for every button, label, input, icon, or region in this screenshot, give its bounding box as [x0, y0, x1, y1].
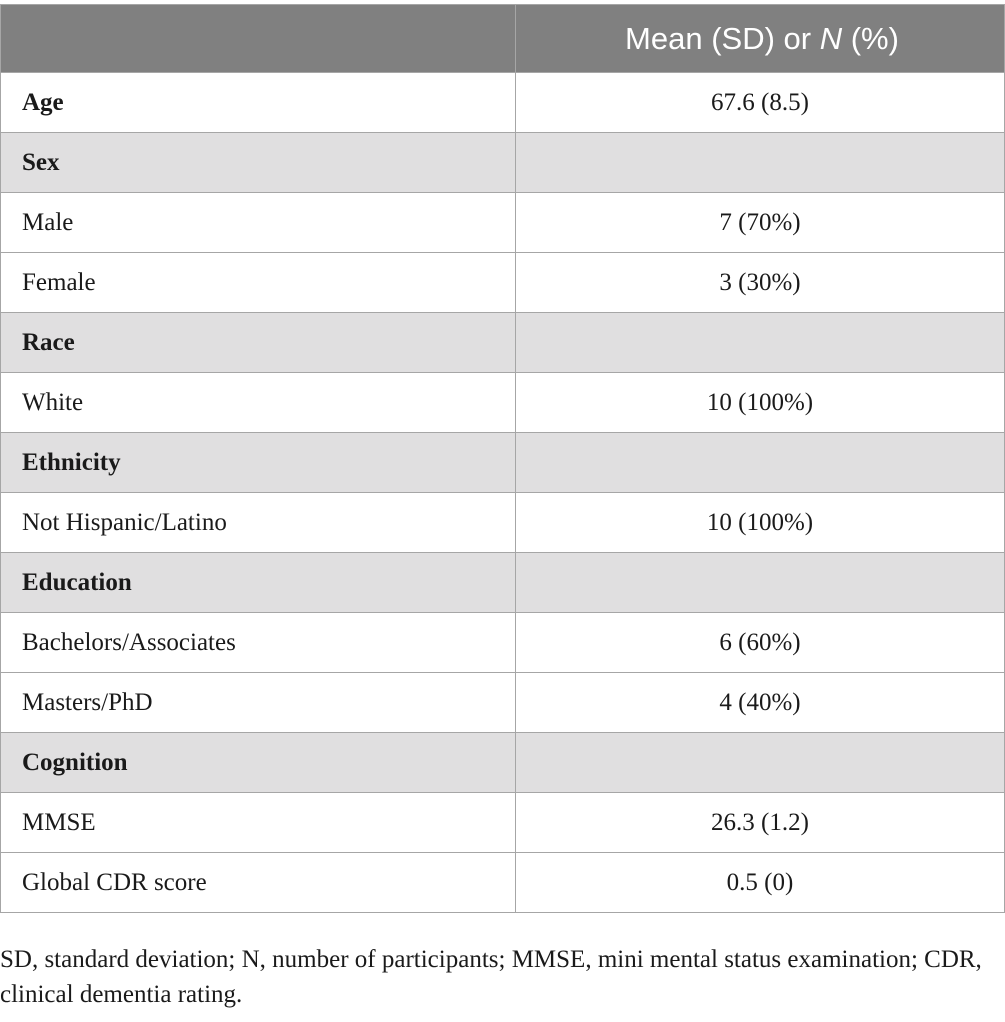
row-value	[516, 433, 1005, 493]
table-row	[1, 613, 1005, 673]
row-value: 6 (60%)	[516, 613, 1005, 673]
row-label: Age	[1, 73, 516, 133]
row-value: 7 (70%)	[516, 193, 1005, 253]
header-text-suffix: (%)	[842, 20, 899, 56]
table-row	[1, 373, 1005, 433]
row-value	[516, 133, 1005, 193]
row-value: 67.6 (8.5)	[516, 73, 1005, 133]
header-row	[1, 5, 1005, 73]
row-label: White	[1, 373, 516, 433]
row-value	[516, 313, 1005, 373]
row-value: 26.3 (1.2)	[516, 793, 1005, 853]
row-label: Masters/PhD	[1, 673, 516, 733]
row-label: Bachelors/Associates	[1, 613, 516, 673]
row-value	[516, 733, 1005, 793]
row-value	[516, 553, 1005, 613]
table-header	[1, 5, 1005, 73]
section-header-row	[1, 133, 1005, 193]
demographics-table	[0, 4, 1005, 913]
row-label: Sex	[1, 133, 516, 193]
header-cell-empty	[1, 5, 516, 73]
table-body	[1, 73, 1005, 913]
row-value: 10 (100%)	[516, 373, 1005, 433]
header-cell-statistic	[516, 5, 1005, 73]
row-label: Race	[1, 313, 516, 373]
table-row	[1, 853, 1005, 913]
row-label: Not Hispanic/Latino	[1, 493, 516, 553]
row-value: 0.5 (0)	[516, 853, 1005, 913]
section-header-row	[1, 733, 1005, 793]
header-text-italic-n: N	[819, 20, 843, 56]
table-row	[1, 193, 1005, 253]
row-value: 10 (100%)	[516, 493, 1005, 553]
table-row	[1, 253, 1005, 313]
row-label: Female	[1, 253, 516, 313]
row-value: 3 (30%)	[516, 253, 1005, 313]
row-label: Global CDR score	[1, 853, 516, 913]
demographics-table-container	[0, 4, 1005, 913]
section-header-row	[1, 553, 1005, 613]
row-label: Male	[1, 193, 516, 253]
table-row	[1, 673, 1005, 733]
row-label: Cognition	[1, 733, 516, 793]
row-label: MMSE	[1, 793, 516, 853]
table-row	[1, 73, 1005, 133]
section-header-row	[1, 313, 1005, 373]
header-text-prefix: Mean (SD) or	[625, 20, 820, 56]
table-row	[1, 493, 1005, 553]
table-row	[1, 793, 1005, 853]
section-header-row	[1, 433, 1005, 493]
table-footnote: SD, standard deviation; N, number of participants; MMSE, mini mental status examination; CDR, clinical dementia rating.	[0, 946, 982, 1008]
row-label: Education	[1, 553, 516, 613]
row-label: Ethnicity	[1, 433, 516, 493]
row-value: 4 (40%)	[516, 673, 1005, 733]
